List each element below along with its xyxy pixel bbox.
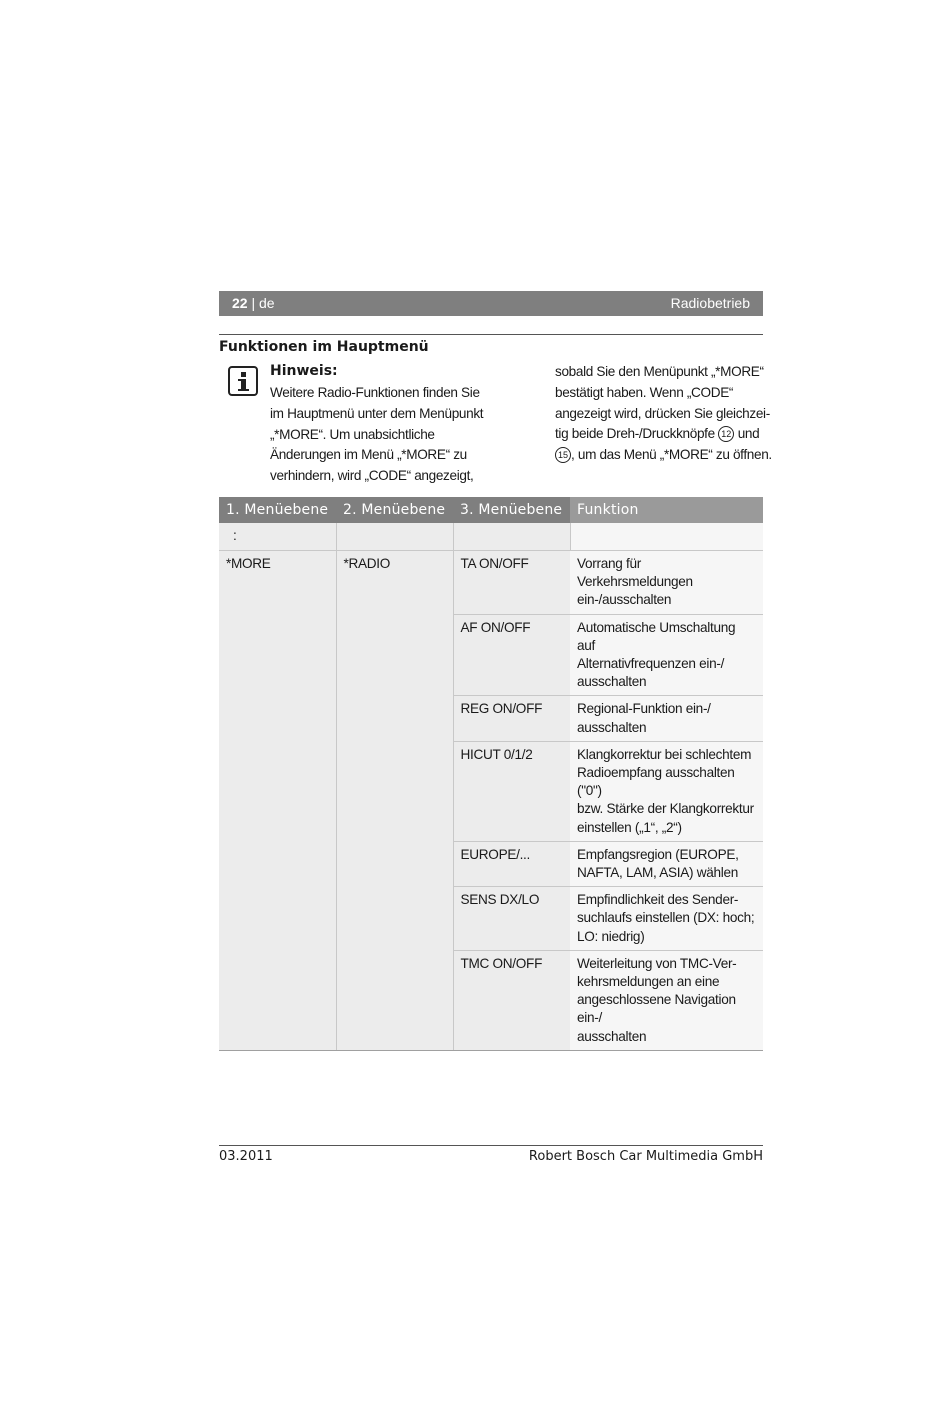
note-line: im Hauptmenü unter dem Menüpunkt — [270, 405, 484, 421]
function-cell — [570, 950, 763, 1050]
note-title: Hinweis: — [270, 363, 338, 379]
note-line: angezeigt wird, drücken Sie gleichzei- — [555, 405, 770, 421]
header-language: de — [259, 295, 275, 311]
function-line: bzw. Stärke der Klangkorrektur — [577, 801, 754, 817]
note-line — [555, 445, 775, 466]
function-cell — [570, 696, 763, 741]
footer-date: 03.2011 — [219, 1149, 273, 1164]
function-line: Alternativfrequenzen ein-/ — [577, 656, 725, 672]
footer-company: Robert Bosch Car Multimedia GmbH — [528, 1149, 763, 1164]
function-cell — [570, 741, 763, 841]
table-cell — [453, 523, 570, 551]
chapter-title: Radiobetrieb — [670, 295, 750, 311]
note-line: „*MORE“. Um unabsichtliche — [270, 426, 435, 442]
note-fragment: und — [737, 426, 760, 442]
knob-12-icon: 12 — [718, 426, 734, 442]
note-line: verhindern, wird „CODE“ angezeigt, — [270, 468, 474, 484]
function-line: NAFTA, LAM, ASIA) wählen — [577, 865, 739, 881]
column-header: Funktion — [570, 497, 763, 523]
function-line: suchlaufs einstellen (DX: hoch; — [577, 910, 755, 926]
function-line: einstellen („1“, „2“) — [577, 819, 682, 835]
function-line: Weiterleitung von TMC-Ver- — [577, 955, 737, 971]
column-header: 3. Menüebene — [453, 497, 570, 523]
function-cell — [570, 614, 763, 696]
function-line: Radioempfang ausschalten ("0") — [577, 765, 735, 799]
function-line: ausschalten — [577, 719, 647, 735]
function-line: angeschlossene Navigation ein-/ — [577, 992, 736, 1026]
info-icon — [228, 366, 258, 396]
note-text-left — [270, 383, 545, 487]
note-line — [555, 424, 775, 445]
function-line: ausschalten — [577, 674, 647, 690]
note-line: Weitere Radio-Funktionen finden Sie — [270, 385, 480, 400]
function-line: ein-/ausschalten — [577, 592, 672, 608]
function-line: LO: niedrig) — [577, 928, 645, 944]
level1-cell: *MORE — [219, 551, 336, 1051]
function-cell — [570, 887, 763, 951]
section-title: Funktionen im Hauptmenü — [219, 339, 429, 355]
function-line: Regional-Funktion ein-/ — [577, 701, 711, 717]
level3-cell: HICUT 0/1/2 — [453, 741, 570, 841]
table-row — [219, 551, 763, 615]
level3-cell: SENS DX/LO — [453, 887, 570, 951]
level3-cell: EUROPE/... — [453, 841, 570, 886]
function-cell — [570, 551, 763, 615]
function-line: Automatische Umschaltung auf — [577, 619, 736, 653]
continuation-mark: : — [233, 528, 237, 543]
note-fragment: tig beide Dreh-/Druckknöpfe — [555, 426, 715, 442]
note-line: sobald Sie den Menüpunkt „*MORE“ — [555, 364, 764, 379]
function-line: kehrsmeldungen an eine — [577, 974, 720, 990]
table-cell — [219, 523, 336, 551]
level2-cell: *RADIO — [336, 551, 453, 1051]
function-line: Empfangsregion (EUROPE, — [577, 846, 739, 862]
table-header-row — [219, 497, 763, 523]
table-cell — [570, 523, 763, 551]
function-line: ausschalten — [577, 1028, 647, 1044]
table-cell — [336, 523, 453, 551]
bottom-divider — [219, 1145, 763, 1146]
note-text-right — [555, 362, 775, 466]
function-line: Vorrang für Verkehrsmeldungen — [577, 556, 693, 590]
function-line: Klangkorrektur bei schlechtem — [577, 746, 752, 762]
header-left — [232, 295, 275, 311]
note-fragment: , um das Menü „*MORE“ zu öffnen. — [571, 447, 772, 463]
page-number: 22 — [232, 295, 248, 311]
knob-15-icon: 15 — [555, 447, 571, 463]
level3-cell: AF ON/OFF — [453, 614, 570, 696]
top-divider — [219, 334, 763, 335]
function-line: Empfindlichkeit des Sender- — [577, 892, 739, 908]
level3-cell: TMC ON/OFF — [453, 950, 570, 1050]
header-separator: | — [251, 295, 256, 311]
table-row — [219, 523, 763, 551]
level3-cell: REG ON/OFF — [453, 696, 570, 741]
column-header: 2. Menüebene — [336, 497, 453, 523]
note-line: bestätigt haben. Wenn „CODE“ — [555, 384, 734, 400]
menu-table — [219, 497, 763, 1051]
column-header: 1. Menüebene — [219, 497, 336, 523]
note-line: Änderungen im Menü „*MORE“ zu — [270, 447, 467, 463]
page-header — [219, 291, 763, 316]
function-cell — [570, 841, 763, 886]
level3-cell: TA ON/OFF — [453, 551, 570, 615]
